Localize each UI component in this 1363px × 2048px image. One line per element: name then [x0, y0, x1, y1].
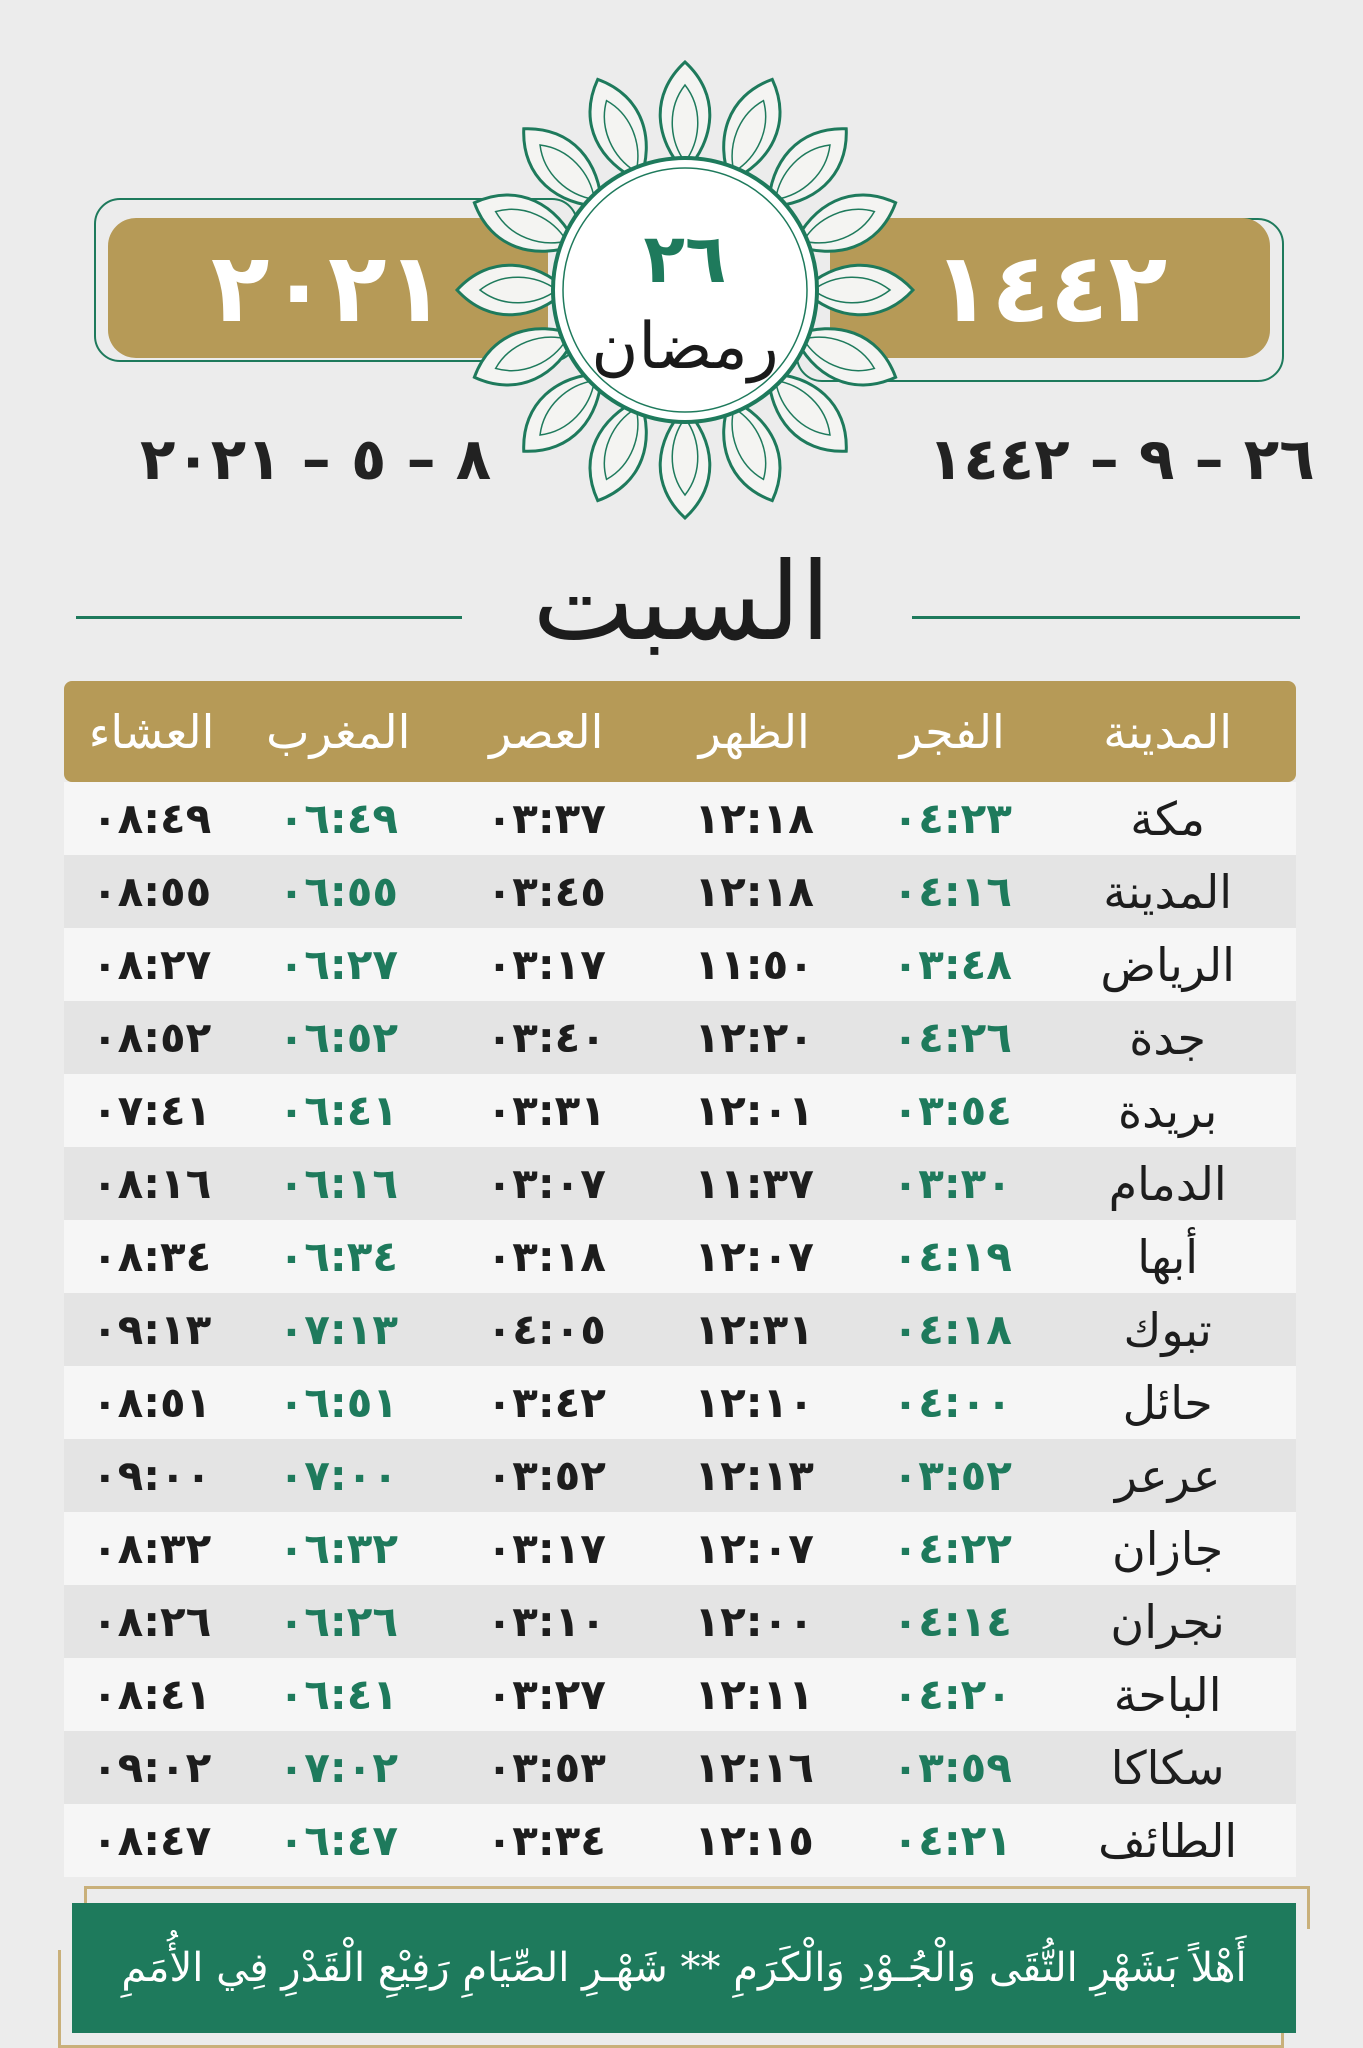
hijri-date — [928, 425, 1315, 493]
table-row — [64, 1512, 1296, 1585]
table-row — [64, 1366, 1296, 1439]
cell-asr: ٠٤:٠٥ — [486, 1305, 606, 1354]
cell-maghrib: ٠٦:٥٢ — [278, 1013, 398, 1062]
hijri-date-text: ٢٦ – ٩ – ١٤٤٢ — [928, 425, 1315, 493]
cell-fajr: ٠٤:٢٣ — [892, 794, 1012, 843]
table-row — [64, 1804, 1296, 1877]
cell-fajr: ٠٣:٥٢ — [892, 1451, 1012, 1500]
header-maghrib: المغرب — [266, 704, 411, 759]
cell-isha: ٠٩:٠٠ — [91, 1451, 212, 1500]
cell-fajr: ٠٤:٢٠ — [892, 1670, 1012, 1719]
cell-city: تبوك — [1123, 1302, 1212, 1357]
cell-fajr: ٠٤:٢٢ — [892, 1524, 1012, 1573]
cell-maghrib: ٠٦:٣٤ — [278, 1232, 398, 1281]
cell-fajr: ٠٤:١٩ — [892, 1232, 1012, 1281]
cell-city: حائل — [1122, 1375, 1213, 1430]
cell-isha: ٠٧:٤١ — [91, 1086, 212, 1135]
cell-dhuhr: ١١:٥٠ — [694, 940, 814, 989]
cell-fajr: ٠٣:٣٠ — [892, 1159, 1012, 1208]
cell-asr: ٠٣:١٠ — [486, 1597, 606, 1646]
cell-fajr: ٠٤:٠٠ — [892, 1378, 1012, 1427]
cell-fajr: ٠٣:٥٤ — [892, 1086, 1012, 1135]
cell-maghrib: ٠٦:٤٧ — [278, 1816, 398, 1865]
cell-asr: ٠٣:٥٣ — [486, 1743, 606, 1792]
cell-dhuhr: ١٢:٠٧ — [694, 1232, 814, 1281]
cell-fajr: ٠٤:٢٦ — [892, 1013, 1012, 1062]
cell-maghrib: ٠٦:٥٥ — [278, 867, 398, 916]
table-body — [64, 782, 1296, 1877]
table-row — [64, 1001, 1296, 1074]
cell-maghrib: ٠٧:٠٠ — [278, 1451, 398, 1500]
table-row — [64, 782, 1296, 855]
cell-maghrib: ٠٦:٣٢ — [278, 1524, 398, 1573]
cell-fajr: ٠٤:١٤ — [892, 1597, 1012, 1646]
cell-city: أبها — [1137, 1229, 1199, 1284]
cell-dhuhr: ١٢:١٠ — [694, 1378, 814, 1427]
cell-isha: ٠٨:٤٩ — [91, 794, 212, 843]
cell-dhuhr: ١٢:٢٠ — [694, 1013, 814, 1062]
cell-dhuhr: ١٢:٠١ — [694, 1086, 814, 1135]
cell-asr: ٠٣:٥٢ — [486, 1451, 606, 1500]
cell-asr: ٠٣:٤٢ — [486, 1378, 606, 1427]
cell-dhuhr: ١٢:٣١ — [694, 1305, 814, 1354]
cell-dhuhr: ١٢:١٨ — [694, 794, 814, 843]
prayer-times-table — [64, 681, 1296, 1877]
cell-fajr: ٠٣:٤٨ — [892, 940, 1012, 989]
cell-isha: ٠٨:٥١ — [91, 1378, 212, 1427]
header-fajr: الفجر — [899, 704, 1005, 759]
cell-city: الباحة — [1113, 1667, 1222, 1722]
table-row — [64, 1074, 1296, 1147]
cell-isha: ٠٨:٥٥ — [91, 867, 212, 916]
cell-city: المدينة — [1103, 864, 1233, 919]
cell-dhuhr: ١٢:١٨ — [694, 867, 814, 916]
cell-dhuhr: ١٢:٠٠ — [694, 1597, 814, 1646]
cell-fajr: ٠٤:١٦ — [892, 867, 1012, 916]
cell-fajr: ٠٤:١٨ — [892, 1305, 1012, 1354]
day-number: ٢٦ — [643, 220, 727, 299]
cell-maghrib: ٠٦:٢٦ — [278, 1597, 398, 1646]
cell-isha: ٠٩:١٣ — [91, 1305, 212, 1354]
cell-asr: ٠٣:٣٤ — [486, 1816, 606, 1865]
cell-isha: ٠٨:٤٧ — [91, 1816, 212, 1865]
gregorian-date-text: ٨ – ٥ – ٢٠٢١ — [140, 425, 492, 493]
cell-fajr: ٠٣:٥٩ — [892, 1743, 1012, 1792]
cell-dhuhr: ١١:٣٧ — [694, 1159, 814, 1208]
cell-isha: ٠٩:٠٢ — [91, 1743, 212, 1792]
cell-city: مكة — [1130, 791, 1205, 846]
cell-asr: ٠٣:٤٠ — [486, 1013, 606, 1062]
day-name: السبت — [532, 540, 831, 665]
cell-maghrib: ٠٦:١٦ — [278, 1159, 398, 1208]
cell-asr: ٠٣:٢٧ — [486, 1670, 606, 1719]
table-row — [64, 1220, 1296, 1293]
cell-asr: ٠٣:٣٧ — [486, 794, 606, 843]
cell-maghrib: ٠٦:٤٩ — [278, 794, 398, 843]
cell-city: جدة — [1129, 1010, 1206, 1065]
cell-dhuhr: ١٢:٠٧ — [694, 1524, 814, 1573]
cell-city: بريدة — [1118, 1083, 1218, 1138]
header-asr: العصر — [489, 704, 604, 759]
cell-city: عرعر — [1114, 1448, 1221, 1503]
cell-dhuhr: ١٢:١١ — [694, 1670, 814, 1719]
header-city: المدينة — [1103, 704, 1233, 759]
cell-dhuhr: ١٢:١٥ — [694, 1816, 814, 1865]
cell-city: سكاكا — [1110, 1740, 1225, 1795]
table-row — [64, 1293, 1296, 1366]
cell-asr: ٠٣:٠٧ — [486, 1159, 606, 1208]
cell-asr: ٠٣:١٧ — [486, 940, 606, 989]
cell-maghrib: ٠٦:٢٧ — [278, 940, 398, 989]
footer-verse-bar — [72, 1903, 1296, 2033]
table-row — [64, 1731, 1296, 1804]
header-dhuhr: الظهر — [698, 704, 810, 759]
rosette-ornament — [440, 40, 930, 540]
table-header — [64, 681, 1296, 782]
cell-maghrib: ٠٧:١٣ — [278, 1305, 398, 1354]
cell-maghrib: ٠٦:٤١ — [278, 1086, 398, 1135]
cell-isha: ٠٨:٣٤ — [91, 1232, 212, 1281]
cell-city: جازان — [1112, 1521, 1224, 1576]
cell-maghrib: ٠٦:٤١ — [278, 1670, 398, 1719]
cell-fajr: ٠٤:٢١ — [892, 1816, 1012, 1865]
table-row — [64, 855, 1296, 928]
table-row — [64, 928, 1296, 1001]
hijri-year: ١٤٤٢ — [932, 232, 1168, 344]
cell-isha: ٠٨:٢٧ — [91, 940, 212, 989]
cell-isha: ٠٨:٤١ — [91, 1670, 212, 1719]
cell-isha: ٠٨:٢٦ — [91, 1597, 212, 1646]
cell-asr: ٠٣:١٨ — [486, 1232, 606, 1281]
cell-asr: ٠٣:١٧ — [486, 1524, 606, 1573]
gregorian-year: ٢٠٢١ — [210, 232, 446, 344]
cell-isha: ٠٨:١٦ — [91, 1159, 212, 1208]
cell-isha: ٠٨:٥٢ — [91, 1013, 212, 1062]
cell-asr: ٠٣:٤٥ — [486, 867, 606, 916]
cell-city: الرياض — [1100, 937, 1235, 992]
cell-isha: ٠٨:٣٢ — [91, 1524, 212, 1573]
header-isha: العشاء — [88, 704, 215, 759]
table-row — [64, 1658, 1296, 1731]
cell-maghrib: ٠٦:٥١ — [278, 1378, 398, 1427]
cell-city: الطائف — [1098, 1813, 1238, 1868]
cell-dhuhr: ١٢:١٦ — [694, 1743, 814, 1792]
table-row — [64, 1439, 1296, 1512]
month-name: رمضان — [591, 310, 779, 384]
cell-maghrib: ٠٧:٠٢ — [278, 1743, 398, 1792]
cell-city: نجران — [1110, 1594, 1225, 1649]
gregorian-date — [140, 425, 491, 493]
cell-city: الدمام — [1108, 1156, 1227, 1211]
cell-dhuhr: ١٢:١٣ — [694, 1451, 814, 1500]
cell-asr: ٠٣:٣١ — [486, 1086, 606, 1135]
footer-verse: أَهْلاً بَشَهْرِ التُّقَى وَالْجُـوْدِ وَالْكَرَمِ ** شَهْـرِ الصِّيَامِ رَفِيْعِ الْقَدْرِ فِي الأُمَمِ — [121, 1945, 1247, 1991]
table-row — [64, 1585, 1296, 1658]
table-row — [64, 1147, 1296, 1220]
